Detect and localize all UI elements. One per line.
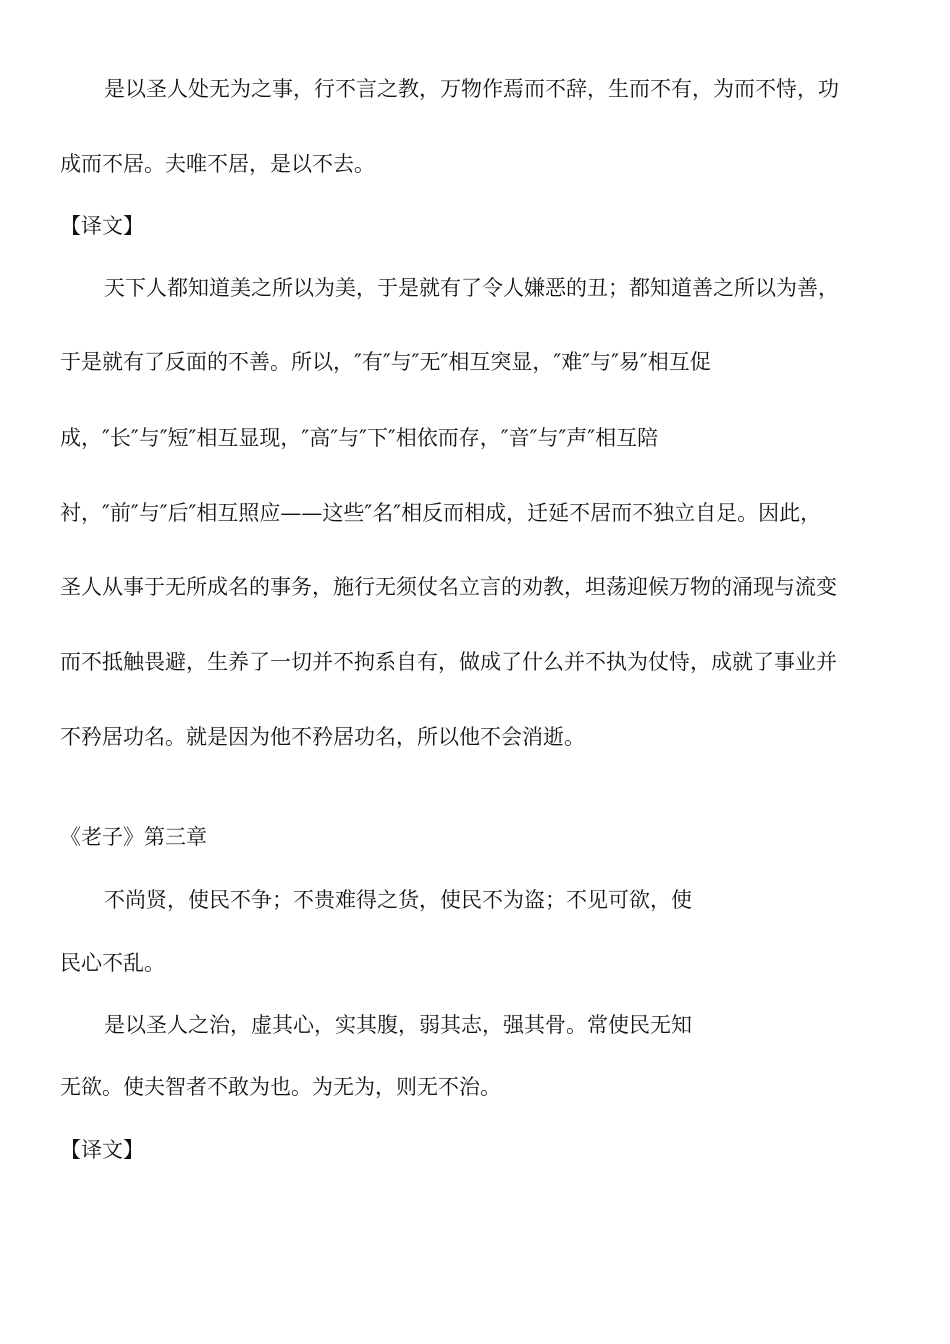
paragraph-line: 民心不乱。 <box>60 951 165 975</box>
paragraph-line: 衬，″前″与″后″相互照应——这些″名″相反而相成，迁延不居而不独立自足。因此， <box>60 501 822 525</box>
section-heading: 【译文】 <box>60 1138 144 1162</box>
paragraph-line: 是以圣人之治，虚其心，实其腹，弱其志，强其骨。常使民无知 <box>104 1013 692 1037</box>
paragraph-line: 不矜居功名。就是因为他不矜居功名，所以他不会消逝。 <box>60 725 585 749</box>
paragraph-line: 无欲。使夫智者不敢为也。为无为，则无不治。 <box>60 1075 501 1099</box>
paragraph-line: 成，″长″与″短″相互显现，″高″与″下″相依而存，″音″与″声″相互陪 <box>60 426 659 450</box>
paragraph-line: 成而不居。夫唯不居，是以不去。 <box>60 152 375 176</box>
chapter-title: 《老子》第三章 <box>60 825 207 849</box>
paragraph-line: 圣人从事于无所成名的事务，施行无须仗名立言的劝教，坦荡迎候万物的涌现与流变 <box>60 575 837 599</box>
section-heading: 【译文】 <box>60 214 144 238</box>
paragraph-line: 是以圣人处无为之事，行不言之教，万物作焉而不辞，生而不有，为而不恃，功 <box>104 77 839 101</box>
paragraph-line: 天下人都知道美之所以为美，于是就有了令人嫌恶的丑；都知道善之所以为善， <box>104 276 839 300</box>
paragraph-line: 不尚贤，使民不争；不贵难得之货，使民不为盗；不见可欲，使 <box>104 888 692 912</box>
paragraph-line: 于是就有了反面的不善。所以，″有″与″无″相互突显，″难″与″易″相互促 <box>60 350 711 374</box>
paragraph-line: 而不抵触畏避，生养了一切并不拘系自有，做成了什么并不执为仗恃，成就了事业并 <box>60 650 837 674</box>
